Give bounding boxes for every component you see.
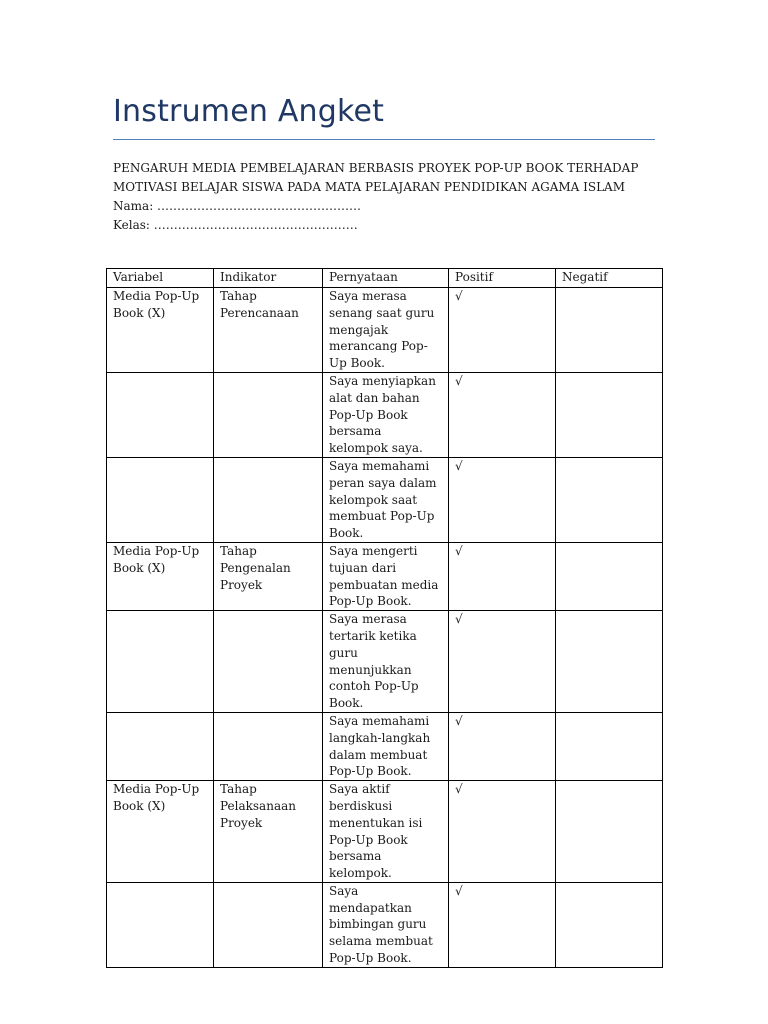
cell-indikator [214, 372, 323, 457]
cell-pernyataan: Saya aktif berdiskusi menentukan isi Pop-Up Book bersama kelompok. [323, 781, 449, 883]
cell-positif: √ [449, 372, 556, 457]
cell-indikator [214, 882, 323, 967]
cell-pernyataan: Saya menyiapkan alat dan bahan Pop-Up Book bersama kelompok saya. [323, 372, 449, 457]
header-positif: Positif [449, 269, 556, 288]
document-heading [113, 159, 673, 235]
cell-pernyataan: Saya memahami peran saya dalam kelompok saat membuat Pop-Up Book. [323, 457, 449, 542]
cell-negatif [556, 542, 663, 610]
cell-pernyataan: Saya merasa senang saat guru mengajak merancang Pop-Up Book. [323, 288, 449, 373]
cell-negatif [556, 288, 663, 373]
cell-variabel: Media Pop-Up Book (X) [107, 288, 214, 373]
cell-indikator [214, 712, 323, 780]
heading-line-1: PENGARUH MEDIA PEMBELAJARAN BERBASIS PROYEK POP-UP BOOK TERHADAP [113, 161, 639, 175]
heading-line-2: MOTIVASI BELAJAR SISWA PADA MATA PELAJARAN PENDIDIKAN AGAMA ISLAM [113, 180, 626, 194]
table-row [107, 372, 663, 457]
cell-pernyataan: Saya mendapatkan bimbingan guru selama membuat Pop-Up Book. [323, 882, 449, 967]
cell-variabel [107, 712, 214, 780]
table-header-row [107, 269, 663, 288]
cell-indikator: Tahap Pengenalan Proyek [214, 542, 323, 610]
cell-indikator: Tahap Perencanaan [214, 288, 323, 373]
cell-negatif [556, 712, 663, 780]
cell-negatif [556, 372, 663, 457]
cell-positif: √ [449, 781, 556, 883]
cell-positif: √ [449, 457, 556, 542]
cell-negatif [556, 611, 663, 713]
cell-positif: √ [449, 288, 556, 373]
cell-positif: √ [449, 712, 556, 780]
cell-variabel [107, 372, 214, 457]
cell-negatif [556, 781, 663, 883]
cell-variabel: Media Pop-Up Book (X) [107, 542, 214, 610]
header-negatif: Negatif [556, 269, 663, 288]
cell-variabel [107, 882, 214, 967]
document-title: Instrumen Angket [113, 94, 385, 129]
table-row [107, 712, 663, 780]
cell-variabel [107, 611, 214, 713]
table-row [107, 882, 663, 967]
cell-variabel [107, 457, 214, 542]
header-indikator: Indikator [214, 269, 323, 288]
kelas-field: Kelas: …………………………………………… [113, 218, 358, 232]
cell-indikator [214, 611, 323, 713]
cell-pernyataan: Saya memahami langkah-langkah dalam membuat Pop-Up Book. [323, 712, 449, 780]
cell-pernyataan: Saya merasa tertarik ketika guru menunjukkan contoh Pop-Up Book. [323, 611, 449, 713]
cell-positif: √ [449, 882, 556, 967]
table-row [107, 288, 663, 373]
title-underline [113, 139, 655, 140]
table-row [107, 781, 663, 883]
cell-indikator: Tahap Pelaksanaan Proyek [214, 781, 323, 883]
nama-field: Nama: …………………………………………… [113, 199, 362, 213]
table-row [107, 611, 663, 713]
header-variabel: Variabel [107, 269, 214, 288]
table-row [107, 542, 663, 610]
questionnaire-table [106, 268, 663, 968]
header-pernyataan: Pernyataan [323, 269, 449, 288]
cell-positif: √ [449, 611, 556, 713]
cell-positif: √ [449, 542, 556, 610]
cell-negatif [556, 457, 663, 542]
cell-negatif [556, 882, 663, 967]
table-row [107, 457, 663, 542]
cell-variabel: Media Pop-Up Book (X) [107, 781, 214, 883]
cell-indikator [214, 457, 323, 542]
cell-pernyataan: Saya mengerti tujuan dari pembuatan media Pop-Up Book. [323, 542, 449, 610]
